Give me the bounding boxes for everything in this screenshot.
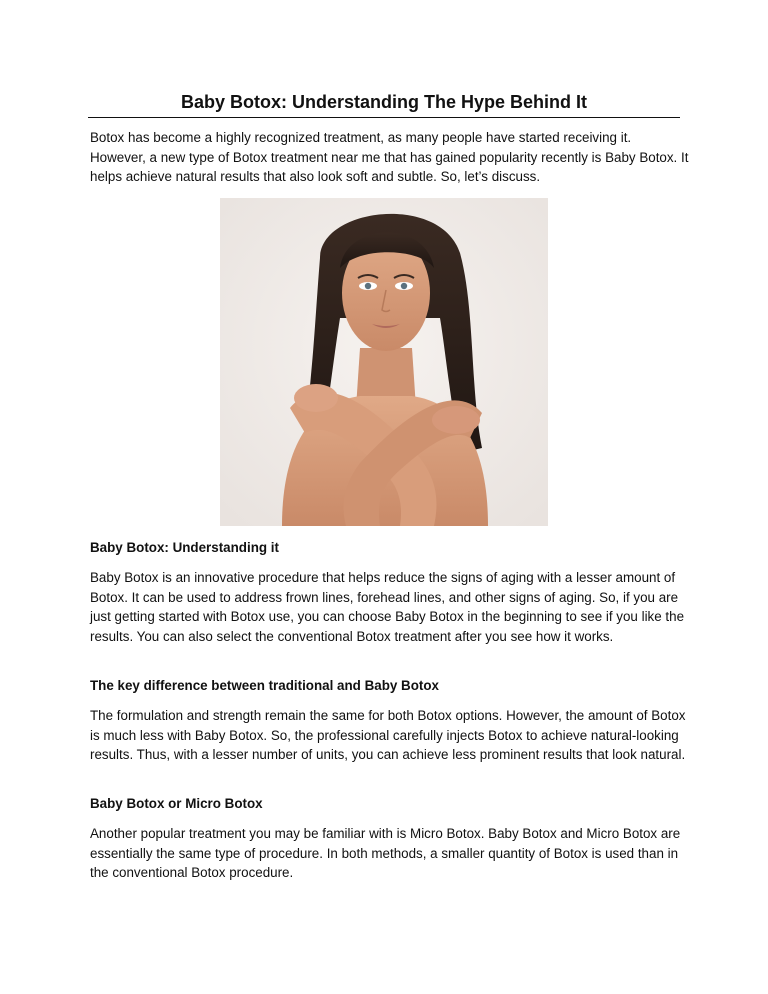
section-body-understanding: Baby Botox is an innovative procedure that helps reduce the signs of aging with a lesser amount of Botox. It can be used to address frown lines, forehead lines, and other signs of aging. So, if you are just getting started with Botox use, you can choose Baby Botox in the beginning to see if you like the results. You can also select the conventional Botox treatment after you see how it works. — [90, 570, 685, 644]
section-heading-micro-botox: Baby Botox or Micro Botox — [90, 796, 263, 811]
section-heading-understanding: Baby Botox: Understanding it — [90, 540, 279, 555]
portrait-illustration — [220, 198, 548, 526]
intro-paragraph: Botox has become a highly recognized treatment, as many people have started receiving it. However, a new type of Botox treatment near me that has gained popularity recently is Baby Botox. It helps achieve natural results that also look soft and subtle. So, let’s discuss. — [90, 130, 689, 185]
section-heading-key-difference: The key difference between traditional and Baby Botox — [90, 678, 439, 693]
title-underline — [88, 117, 680, 118]
page-title: Baby Botox: Understanding The Hype Behind It — [180, 92, 588, 112]
section-body-key-difference: The formulation and strength remain the same for both Botox options. However, the amount of Botox is much less with Baby Botox. So, the professional carefully injects Botox to achieve natural-looking results. Thus, with a lesser number of units, you can achieve less prominent results that look natural. — [90, 708, 686, 763]
section-body-micro-botox: Another popular treatment you may be familiar with is Micro Botox. Baby Botox and Micro Botox are essentially the same type of procedure. In both methods, a smaller quantity of Botox is used than in the conventional Botox procedure. — [90, 826, 681, 881]
portrait-photo — [220, 198, 548, 526]
